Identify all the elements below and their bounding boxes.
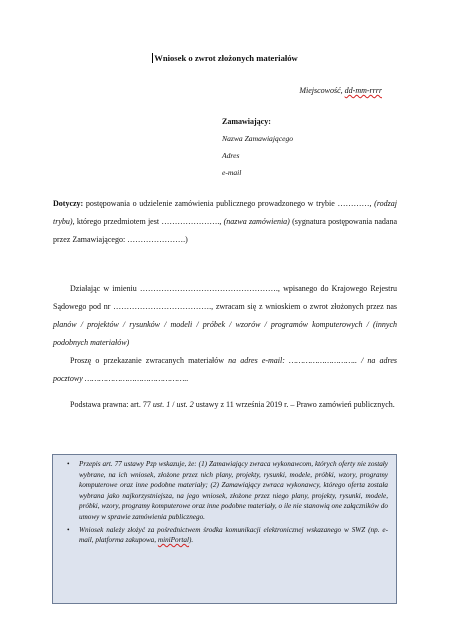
place-and-date: Miejscowość, dd-mm-rrrr [299,86,382,95]
bullet-icon: • [67,460,70,468]
buyer-name: Nazwa Zamawiającego [222,134,294,143]
buyer-heading: Zamawiający: [222,117,271,126]
note-item-submission: • Wniosek należy złożyć za pośrednictwem środka komunikacji elektronicznej wskazanego w SWZ (np. e-mail, platforma zakupowa, miniPortal). [67,525,388,545]
date-placeholder: dd-mm-rrrr [344,86,382,95]
legal-basis-paragraph: Podstawa prawna: art. 77 ust. 1 / ust. 2 ustawy z 11 września 2019 r. – Prawo zamówień publicznych. [70,400,395,409]
return-address-paragraph: Proszę o przekazanie zwracanych materiałów na adres e-mail: ……………………….. / na adres pocztowy …………………………………….. [53,356,397,383]
document-title: Wniosek o zwrot złożonych materiałów [154,53,298,63]
buyer-email: e-mail [222,168,242,177]
concerns-paragraph: Dotyczy: postępowania o udzielenie zamówienia publicznego prowadzonego w trybie …………, (rodzaj trybu), którego przedmiotem jest …………………., (nazwa zamówienia) (sygnatura postępowania nadana przez Zamawiającego: ………………….) [53,199,398,244]
buyer-address: Adres [222,151,240,160]
concerns-label: Dotyczy: [53,199,84,208]
notes-box [52,454,397,604]
bullet-icon: • [67,525,70,534]
notes-list [53,455,396,546]
request-paragraph: Działając w imieniu ……………………………………………., wpisanego do Krajowego Rejestru Sądowego pod nr ………………………………., zwracam się z wnioskiem o zwrot złożonych przez nas planów / projektów / rysunków / modeli / próbek / wzorów / programów komputerowych / (innych podobnych materiałów) [53,284,397,347]
note-item-article-77: • Przepis art. 77 ustawy Pzp wskazuje, że: (1) Zamawiający zwraca wykonawcom, których oferty nie zostały wybrane, na ich wniosek, złożone przez nich plany, projekty, rysunki, modele, próbki, wzory, programy komputerowe oraz inne podobne materiały; (2) Zamawiający zwraca wykonawcy, którego oferta została wybrana jako najkorzystniejsza, na jego wniosek, złożone przez niego plany, projekty, rysunki, modele, próbki, wzory, programy komputerowe oraz inne podobne materiały, o ile nie stanowią one załączników do umowy w sprawie zamówienia publicznego. [67,460,388,521]
